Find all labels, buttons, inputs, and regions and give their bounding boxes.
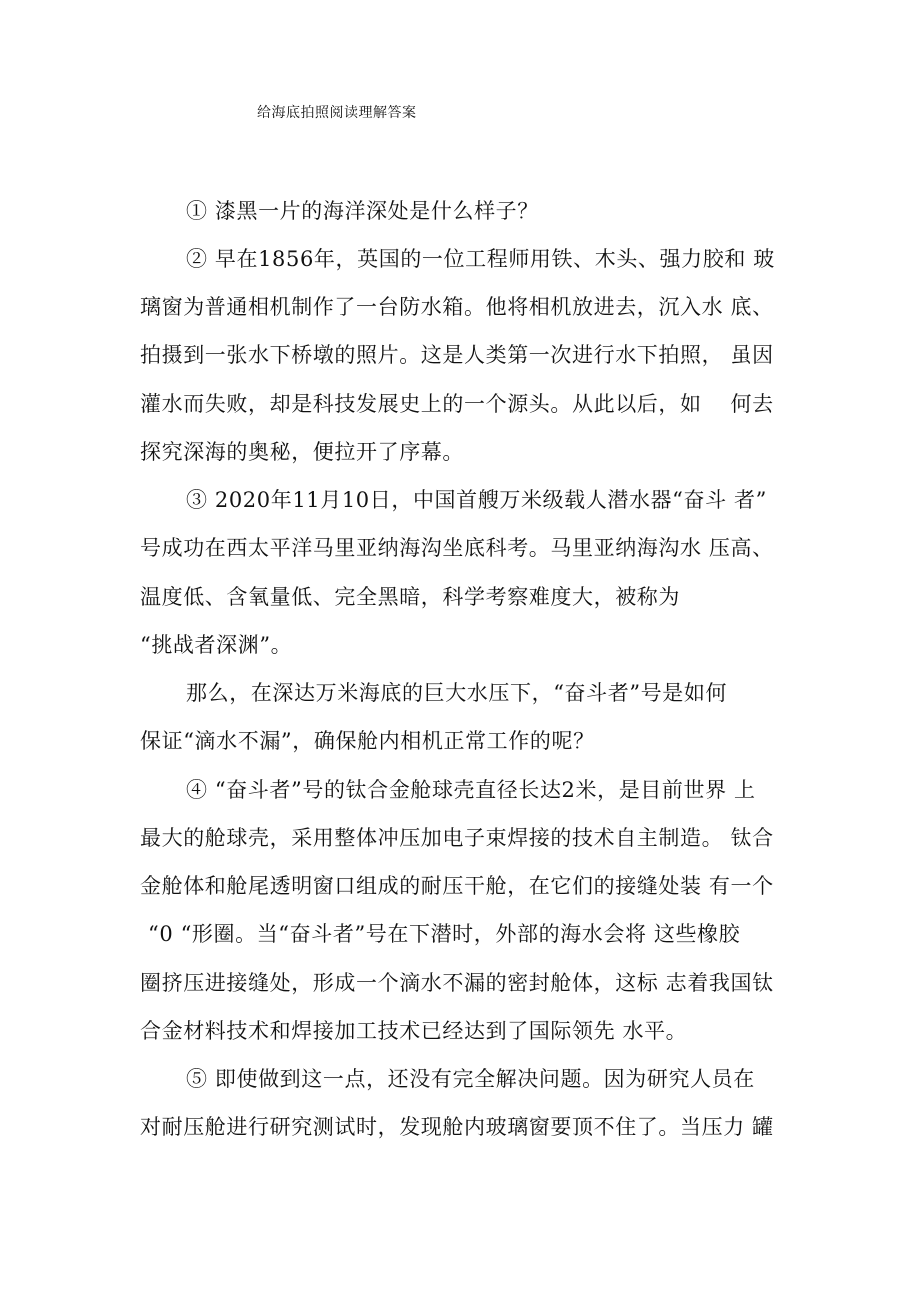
text-line: “0 “形圈。当“奋斗者”号在下潜时，外部的海水会将 这些橡胶 xyxy=(148,922,741,946)
text-line: 保证“滴水不漏”，确保舱内相机正常工作的呢？ xyxy=(140,729,595,753)
text-line: ④ “奋斗者”号的钛合金舱球壳直径长达2米，是目前世界 上 xyxy=(186,778,756,802)
text-line: 圈挤压进接缝处，形成一个滴水不漏的密封舱体，这标 志着我国钛 xyxy=(140,971,774,995)
text-line: 璃窗为普通相机制作了一台防水箱。他将相机放进去，沉入水 底、 xyxy=(140,295,774,319)
text-line: 合金材料技术和焊接加工技术已经达到了国际领先 水平。 xyxy=(140,1019,688,1043)
text-line: ② 早在1856年，英国的一位工程师用铁、木头、强力胶和 玻 xyxy=(186,247,775,271)
text-line: 灌水而失败，却是科技发展史上的一个源头。从此以后，如 何去 xyxy=(140,392,774,416)
text-line: 对耐压舱进行研究测试时，发现舱内玻璃窗要顶不住了。当压力 罐 xyxy=(140,1115,774,1139)
text-line: 最大的舱球壳，采用整体冲压加电子束焊接的技术自主制造。 钛合 xyxy=(140,826,774,850)
text-line: 温度低、含氧量低、完全黑暗，科学考察难度大，被称为 xyxy=(140,585,680,609)
text-line: 号成功在西太平洋马里亚纳海沟坐底科考。马里亚纳海沟水 压高、 xyxy=(140,536,774,560)
text-line: “挑战者深渊”。 xyxy=(140,633,293,657)
text-line: ③ 2020年11月10日，中国首艘万米级载人潜水器“奋斗 者” xyxy=(186,488,767,512)
document-title: 给海底拍照阅读理解答案 xyxy=(257,105,417,121)
text-line: ① 漆黑一片的海洋深处是什么样子？ xyxy=(186,199,539,223)
text-line: 金舱体和舱尾透明窗口组成的耐压干舱，在它们的接缝处装 有一个 xyxy=(140,874,774,898)
text-line: ⑤ 即使做到这一点，还没有完全解决问题。因为研究人员在 xyxy=(186,1067,755,1091)
text-line: 拍摄到一张水下桥墩的照片。这是人类第一次进行水下拍照， 虽因 xyxy=(140,343,774,367)
text-line: 那么，在深达万米海底的巨大水压下，“奋斗者”号是如何 xyxy=(186,681,728,705)
text-line: 探究深海的奥秘，便拉开了序幕。 xyxy=(140,440,464,464)
